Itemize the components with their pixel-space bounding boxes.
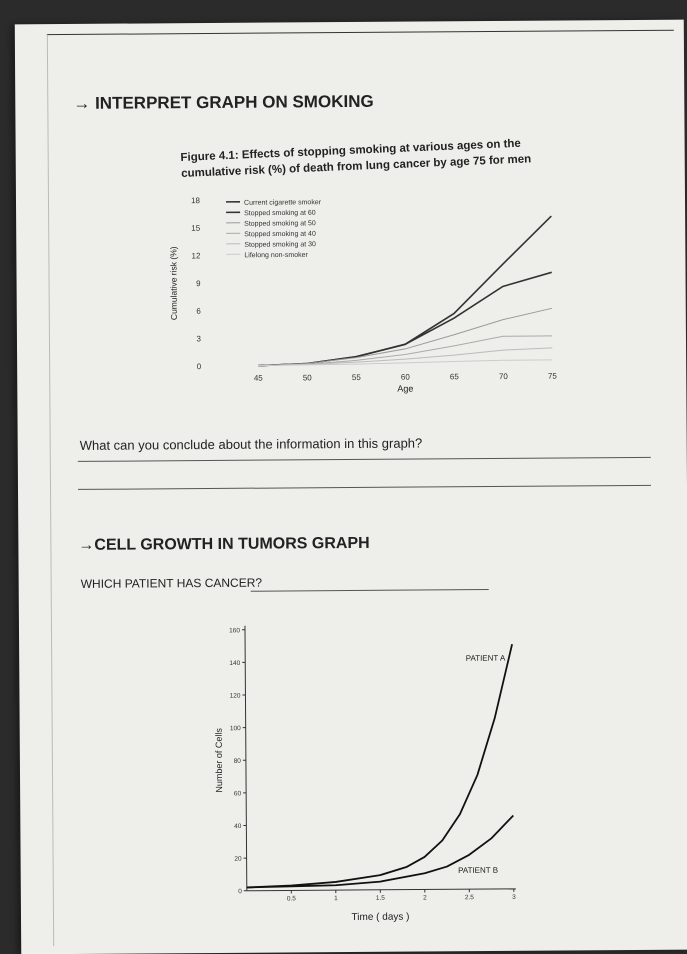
series-line [258,360,552,366]
x-tick-label: 3 [512,894,516,901]
worksheet-page [15,20,687,954]
x-tick-label: 50 [303,373,313,382]
y-tick-label: 9 [196,279,201,288]
y-axis-label: Cumulative risk (%) [168,246,179,320]
series-line [258,336,552,366]
y-tick-label: 60 [234,790,242,797]
y-tick-label: 120 [230,693,241,700]
y-tick-label: 80 [234,758,242,765]
y-tick-label: 12 [191,251,201,260]
interpret-question: What can you conclude about the information in this graph? [80,436,423,453]
y-axis-line [245,626,247,891]
legend-label: Stopped smoking at 30 [244,241,316,249]
series-line [258,308,553,365]
legend-label: Current cigarette smoker [244,199,322,207]
x-tick-label: 1.5 [376,895,385,902]
legend-label: Stopped smoking at 50 [244,220,316,228]
series-label: PATIENT A [466,654,506,663]
y-tick-label: 6 [196,307,201,316]
x-tick-label: 2.5 [465,894,474,901]
cell-growth-chart [207,616,539,933]
x-tick-label: 1 [334,895,338,902]
x-tick-label: 70 [499,372,509,381]
which-patient-question: WHICH PATIENT HAS CANCER? [81,576,262,591]
series-label: PATIENT B [458,866,498,875]
x-axis-label: Time ( days ) [351,912,409,923]
legend-label: Stopped smoking at 60 [244,210,316,218]
x-tick-label: 55 [352,373,362,382]
x-tick-label: 60 [401,373,411,382]
x-tick-label: 65 [450,372,460,381]
series-line [257,216,552,366]
smoking-risk-chart [166,186,567,404]
section-heading-cell-growth: →CELL GROWTH IN TUMORS GRAPH [78,535,369,555]
x-tick-label: 2 [423,894,427,901]
y-tick-label: 15 [191,224,201,233]
y-tick-label: 0 [197,362,202,371]
y-axis-label: Number of Cells [214,728,224,793]
legend-label: Lifelong non-smoker [244,252,308,259]
legend-label: Stopped smoking at 40 [244,231,316,239]
figure-caption: Figure 4.1: Effects of stopping smoking at various ages on the cumulative risk (%) of death from lung cancer by age 75 for men [180,134,571,182]
x-tick-label: 45 [254,374,264,383]
y-tick-label: 0 [238,888,242,895]
x-axis-label: Age [397,384,413,394]
x-tick-label: 0.5 [287,895,296,902]
y-tick-label: 40 [234,823,242,830]
y-tick-label: 18 [191,196,201,205]
y-tick-label: 100 [230,725,241,732]
y-tick-label: 20 [234,856,242,863]
y-tick-label: 160 [229,627,240,634]
y-tick-label: 3 [196,334,201,343]
section-heading-smoking: → INTERPRET GRAPH ON SMOKING [73,92,373,114]
series-line [246,815,513,887]
x-tick-label: 75 [548,372,558,381]
series-line [258,272,553,365]
x-axis-line [247,889,516,891]
y-tick-label: 140 [229,660,240,667]
